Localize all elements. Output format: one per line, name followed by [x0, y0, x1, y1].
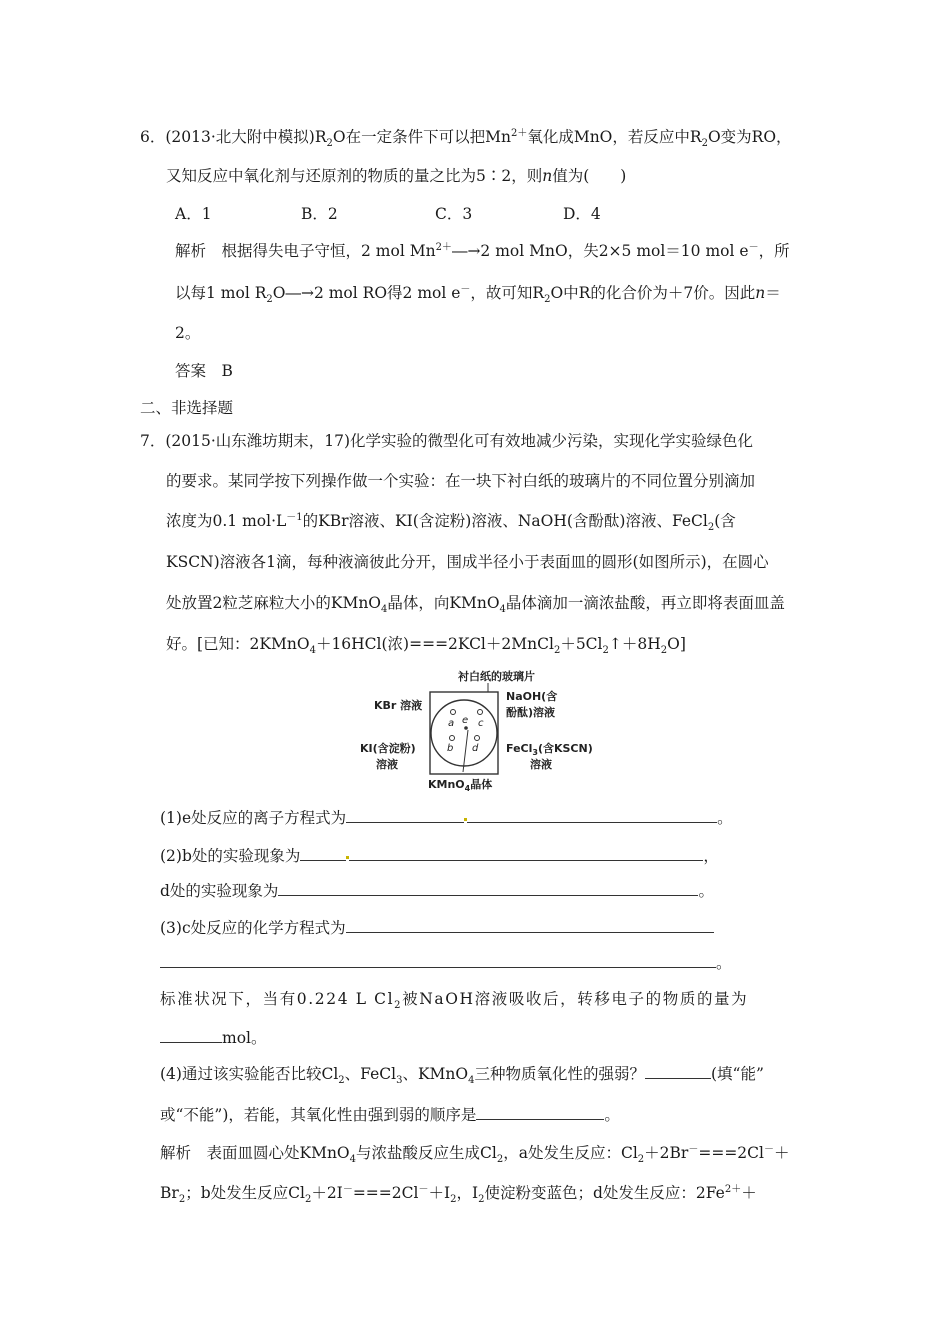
q7-line3: 浓度为0.1 $mol\cdot L^{-1}$的KBr溶液、KI(含淀粉)溶液、NaOH(含酚酞)溶液、FeCl$_2$(含	[166, 511, 736, 534]
answer-blank[interactable]	[160, 953, 716, 968]
q7-part4: (4)通过该实验能否比较$Cl_2$、FeCl$_3$、KMnO$_4$三种物质氧化性的强弱？ (填“能”	[160, 1065, 764, 1087]
label-kmno4: KMnO$_4$晶体	[428, 778, 493, 792]
q6-answer: 答案 B	[175, 362, 233, 380]
q6-line2: 又知反应中氧化剂与还原剂的物质的量之比为5∶2，则n值为( )	[166, 167, 627, 185]
q6-line1: 6．(2013·北大附中模拟)$R_2O$在一定条件下可以把$Mn^{2+}$氧化成MnO，若反应中$R_2O$变为RO，	[140, 127, 792, 150]
drop-b	[450, 736, 455, 741]
q7-line6: 好。[已知：2KMnO$_4$＋16HCl(浓)$===2KCl+2MnCl_2+5Cl_2↑+8H_2O$]	[166, 635, 686, 657]
label-fecl3: FeCl$_3$(含KSCN)	[506, 742, 593, 757]
q7-line2: 的要求。某同学按下列操作做一个实验：在一块下衬白纸的玻璃片的不同位置分别滴加	[166, 472, 756, 490]
drop-a	[451, 710, 456, 715]
label-kbr: KBr 溶液	[374, 699, 423, 712]
q7-part1: (1)e处反应的离子方程式为 。	[160, 809, 733, 827]
q7-part3-line3: 标准状况下，当有0.224 L $Cl_2$被NaOH溶液吸收后，转移电子的物质的量为	[160, 990, 749, 1012]
section-heading: 二、非选择题	[140, 399, 234, 417]
q7-part2-d: d处的实验现象为 。	[160, 882, 714, 900]
answer-blank[interactable]	[278, 881, 698, 896]
label-naoh-2: 酚酞)溶液	[506, 706, 556, 719]
label-e: e	[462, 715, 469, 726]
q7-line5: 处放置2粒芝麻粒大小的KMnO$_4$晶体，向KMnO$_4$晶体滴加一滴浓盐酸，再立即将表面皿盖	[166, 594, 785, 616]
q7-analysis-line2: $Br_2$；b处发生反应$Cl_2+2I^-===2Cl^-+I_2$，$I_2$使淀粉变蓝色；d处发生反应：$2Fe^{2+}+$	[160, 1183, 757, 1206]
answer-blank[interactable]	[476, 1105, 604, 1120]
label-glass-plate: 衬白纸的玻璃片	[458, 670, 535, 683]
glass-plate-diagram	[360, 668, 600, 792]
answer-blank[interactable]	[346, 918, 714, 933]
label-ki-1: KI(含淀粉)	[360, 742, 416, 755]
q7-part2: (2)b处的实验现象为 ，	[160, 847, 719, 865]
q7-line4: KSCN)溶液各1滴，每种液滴彼此分开，围成半径小于表面皿的圆形(如图所示)，在圆心	[166, 553, 769, 571]
label-a: a	[448, 718, 455, 729]
label-ki-2: 溶液	[376, 758, 398, 771]
q6-analysis-line3: 2。	[175, 324, 201, 342]
option-c: C．3	[435, 205, 473, 223]
drop-c	[478, 710, 483, 715]
answer-blank[interactable]	[467, 808, 717, 823]
q6-analysis-line2: 以每1 mol $R_2O―\to 2$ mol RO得2 mol e－，故可知$R_2O$中R的化合价为＋7价。因此n＝	[175, 283, 781, 306]
q7-part3-line2: 。	[160, 952, 732, 974]
answer-blank[interactable]	[349, 846, 703, 861]
q7-analysis-line1: 解析 表面皿圆心处KMnO$_4$与浓盐酸反应生成$Cl_2$，a处发生反应：$Cl_2+2Br^-===2Cl^-+$	[160, 1143, 790, 1166]
option-a: A．1	[175, 205, 212, 223]
label-fecl3-2: 溶液	[530, 758, 552, 771]
option-b: B．2	[301, 205, 338, 223]
answer-blank[interactable]	[346, 808, 464, 823]
crystal-e	[464, 726, 468, 730]
answer-blank[interactable]	[645, 1064, 711, 1079]
label-c: c	[478, 718, 484, 729]
drop-d	[475, 736, 480, 741]
q7-part3: (3)c处反应的化学方程式为	[160, 917, 714, 939]
q7-part3-line4: mol。	[160, 1027, 267, 1049]
q6-options	[175, 203, 601, 225]
label-naoh-1: NaOH(含	[506, 690, 558, 703]
answer-blank[interactable]	[300, 846, 346, 861]
q7-line1: 7．(2015·山东潍坊期末，17)化学实验的微型化可有效地减少污染，实现化学实验绿色化	[140, 432, 754, 450]
label-b: b	[447, 743, 454, 754]
q6-analysis-line1: 解析 根据得失电子守恒，2 mol $Mn^{2+}―\to 2$ mol MnO，失2×5 mol＝10 mol e－，所	[175, 241, 790, 260]
label-d: d	[472, 743, 479, 754]
watch-glass	[431, 700, 497, 766]
q7-part4-line2: 或“不能”)，若能，其氧化性由强到弱的顺序是 。	[160, 1106, 620, 1124]
answer-blank[interactable]	[160, 1028, 222, 1043]
option-d: D．4	[563, 205, 601, 223]
